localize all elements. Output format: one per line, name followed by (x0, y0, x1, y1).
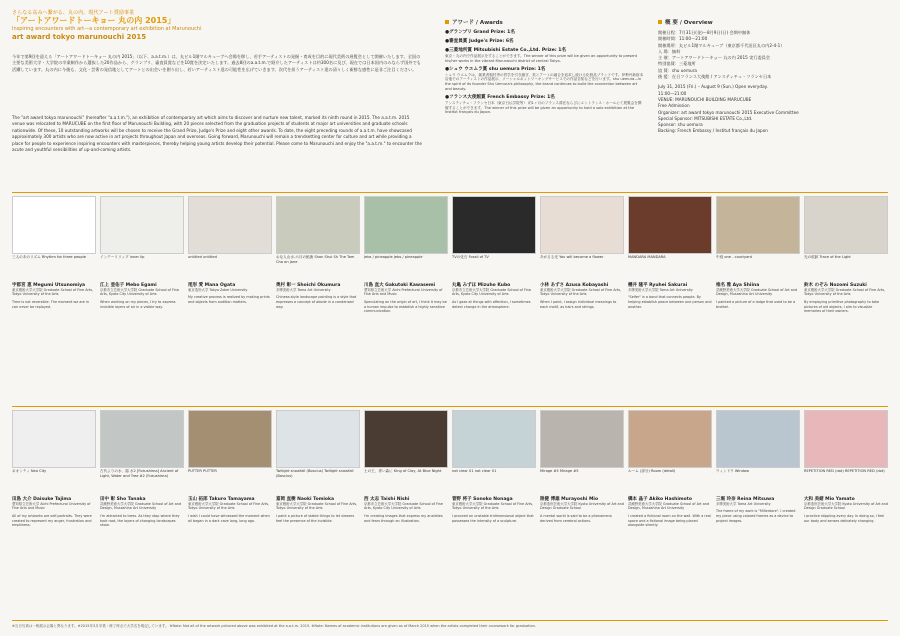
award-title: ●フランス大使館賞 French Embassy Prize: 1名 (445, 94, 555, 100)
artist-description: The frame of my work is "Millerdore". I created my piece using colored frames as a device to project images. (716, 509, 796, 523)
artwork-image (540, 410, 624, 468)
artist-name: 陸健 博雄 Murayoshi Mio (540, 497, 599, 502)
artist-card (188, 196, 272, 406)
artist-card (452, 410, 536, 620)
award-desc: シュウ ウエムラは、創業者植村秀の哲学を引き継ぎ、美とアートの融合を追求し続ける化粧品ブランドです。伊勢丹新宿本店他でのアーティストの作品展示、ソーシャルネットワーキングサービスでの作品告知などを行います。shu uemura—in the spirit of its founder Shu Uemura's philosophy, the brand continues to build the connection between art and beauty. (445, 72, 644, 91)
award-item (445, 67, 645, 92)
artist-name: 富岡 直樹 Naoki Tomioka (276, 497, 335, 502)
overview-line: Special Sponsor: MITSUBISHI ESTATE Co.,Ltd. (658, 115, 753, 121)
artist-description: When I paint, I assign individual meanings to each motif, as hairs and strings. (540, 299, 617, 309)
artwork-image (364, 410, 448, 468)
artist-description: My creative process is realized by making prints and objects from audition matters. (188, 295, 270, 305)
overview-line: 入 場：無料 (658, 48, 681, 54)
artist-grid-row-1 (12, 196, 888, 406)
artwork-caption: 中庭 one - courtyard (716, 255, 752, 259)
artwork-caption: 三人のあのリズム Rhythm for three people (12, 255, 86, 259)
award-item (445, 30, 645, 36)
artwork-image (716, 196, 800, 254)
artist-card (364, 410, 448, 620)
artist-school: 東京藝術大学大学院 Graduate School of Fine Arts, Tokyo University of the Arts (452, 502, 534, 511)
header-title: 「アートアワードトーキョー 丸の内 2015」 (12, 16, 176, 25)
overview-line: 協 賛：shu uemura (658, 67, 697, 73)
overview-block (658, 30, 888, 135)
overview-line: Organizer: art award tokyo marunouchi 2015 Executive Committee (658, 109, 799, 115)
header-subtitle: さらなる高みへ繋がる、丸の内、現代アート奨励事業 (12, 10, 135, 16)
award-title: ●グランプリ Grand Prize: 1名 (445, 30, 515, 35)
overview-line: 開催日程：7月31日(金)～8月9日(日) 会期中無休 (658, 30, 751, 35)
artist-grid-row-2 (12, 410, 888, 620)
artwork-caption: Jebs / pineapple Jebs / pineapple (364, 255, 423, 259)
artwork-image (12, 410, 96, 468)
artwork-caption: untitled untitled (188, 255, 217, 259)
artwork-caption: おな人山水-六月の鮎漁 Shan Shui Sh The Tam Cha on Jone (276, 255, 355, 264)
artist-name: 尾形 愛 Mana Ogata (188, 283, 236, 288)
artist-name: 鈴木 のぞみ Nozomi Suzuki (804, 283, 867, 288)
artist-name: 宇都宮 恵 Megumi Utsunomiya (12, 283, 86, 288)
overview-line: 後 援：在日フランス大使館 / アンスティチュ・フランセ日本 (658, 74, 772, 80)
artist-description: As I gaze at things with affection, I sometimes detect change in the atmosphere. (452, 299, 531, 309)
artwork-caption: ネオンティ Neo City (12, 469, 47, 473)
artist-card (804, 410, 888, 620)
overview-line: 主 催：アートアワードトーキョー 丸の内 2015 実行委員会 (658, 55, 771, 61)
artist-card (716, 410, 800, 620)
artist-name: 丸亀 みずほ Mizuho Kubo (452, 283, 511, 288)
artwork-image (276, 196, 360, 254)
artist-name: 小林 あずさ Azusa Kobayashi (540, 283, 609, 288)
square-bullet-icon (445, 20, 449, 24)
artist-description: Time is not reversible. The moment we are in can never be replayed. (12, 299, 90, 309)
artwork-image (100, 196, 184, 254)
artist-description: Speculating on the origin of art, I think it may be a human impulse to establish a highly sensitive communication. (364, 299, 447, 314)
award-title: ●三菱地所賞 Mitsubishi Estate Co.,Ltd. Prize: 1名 (445, 48, 567, 53)
overview-line: July 31, 2015 (Fri.) – August 9 (Sun.) Open everyday. (658, 84, 768, 90)
award-desc: 東京・丸の内で作品展示をすることができます。The winner of this prize will be given an opportunity to present his/her works in the vibrant Marunouchi district of central Tokyo. (445, 54, 638, 63)
artist-description: A mental world is said to be a phenomena derived from cerebral actions. (540, 513, 612, 523)
artist-card (628, 196, 712, 406)
artist-description: Chinese-style landscape painting is a style that expresses a concept of abode in a condensed way. (276, 295, 357, 309)
overview-line: Sponsor: shu uemura (658, 122, 703, 128)
artist-name: 大和 美緒 Mio Yamato (804, 497, 855, 502)
overview-line: 特別協賛：三菱地所 (658, 61, 696, 67)
artist-school: 東京藝術大学大学院 Graduate School of Fine Arts, Tokyo University of the Arts (188, 502, 270, 511)
artist-card (12, 196, 96, 406)
artist-school: 愛知県立芸術大学 Aichi Prefectural University of Fine Arts and Music (364, 288, 443, 297)
awards-heading (445, 18, 503, 26)
artwork-caption: ウィンドウ Window (716, 469, 750, 473)
artist-name: 田島 大介 Daisuke Tajima (12, 497, 72, 502)
artist-description: All of my artworks are self-portraits. They were created to represent my anger, frustration and emptiness. (12, 513, 92, 528)
artwork-caption: 古代よりの水、湯 水2 [Fukushima] Ancient of Light, Water and Tree #2 (Fukushima) (100, 469, 179, 478)
artist-description: I created a fictional room on the wall. With a real space and a fictional image being placed alongside silently. (628, 513, 711, 528)
award-title: ●審査員賞 Judge's Prize: 6名 (445, 39, 514, 44)
header-en-subtitle: Inspiring encounters with art—a contemporary art exhibition at Marunouchi (12, 26, 202, 32)
artist-description: I proceed on unstable tridimensional object that possesses the intensity of a sculpture. (452, 513, 534, 523)
artist-description: "Seifer" is a bond that connects people. By helping establish peace between one person and another. (628, 295, 712, 309)
artwork-image (100, 410, 184, 468)
artwork-caption: not clear 01 not clear 01 (452, 469, 497, 473)
overview-line: VENUE: MARUNOUCHI BUILDING MARUCUBE (658, 96, 752, 102)
award-desc: アンスティチュ・フランセ日本（東京日仏学院等） 約1ヶ月のフランス滞在ならびにエントランス・ホールにて展覧会を開催することができます。The winner of this prize will be given an opportunity to hold a solo exhibition at the Institut français du Japon. (445, 100, 642, 115)
award-item (445, 39, 645, 45)
overview-heading (658, 18, 713, 26)
header-en-title: art award tokyo marunouchi 2015 (12, 33, 147, 41)
artist-school: 多摩美術大学 Tama Art University (276, 288, 331, 292)
artwork-caption: インテーリリップ inner lip (100, 255, 145, 259)
award-item (445, 95, 645, 115)
artist-card (364, 196, 448, 406)
square-bullet-icon (658, 20, 662, 24)
artist-description: I painted a picture of a lodge that used to be a brothel. (716, 299, 796, 309)
artwork-caption: あがるる光 You will become a flower (540, 255, 604, 259)
artist-description: I'm creating images that express my anxieties and fears through an illustration. (364, 513, 443, 523)
artist-school: 東京藝術大学大学院 Graduate School of Fine Arts, Tokyo University of the Arts (12, 288, 94, 297)
artwork-image (628, 410, 712, 468)
intro-japanese: 今年で第9回を迎える「アートアワードトーキョー 丸の内 2015」（以下、a.a.t.m.）は、丸ビル1階マルキューブへ会場を移し、若手アーティストの発掘・育成を目的に現代美術の展覧会として開催いたします。全国の主要な美術大学・大学院の卒業制作から選抜した20作品から、グランプリ、審査員賞などを10賞を決定いたします。過去8回のa.a.t.m.で紹介したアーティストは約300名に及び、現在では日本国内のみならず国外でも活躍しています。丸の内に今後も、文化・芸術の発信地としてアートとの出会いを創り出し、若いアーティスト達の可能性を広げていきます。次代を担うアーティスト達の清々しく新鮮な感性に是非ご注目ください。 (12, 54, 421, 72)
awards-list (445, 30, 645, 118)
artist-card (628, 410, 712, 620)
artist-name: 橋本 晶子 Akiko Hashimoto (628, 497, 692, 502)
artwork-image (452, 410, 536, 468)
award-item (445, 48, 645, 64)
artist-school: 多摩美術大学 Tama Art University (716, 502, 771, 506)
artist-card (100, 410, 184, 620)
artwork-caption: PUTTER PUTTER (188, 469, 217, 473)
footnote: ※当日写真は一般展示会場と異なります。※2015年3月卒業・修了時点で大学名を明記しています。 ※Note: Not all of the artwork pictured above was exhibited at the a.a.t.m. 2015. ※Note: Names of academic institutions are given as of March 2015 when the artists completed their coursework for graduation. (12, 624, 536, 628)
overview-line: 開催時間：11:00～21:00 (658, 36, 708, 42)
artist-name: 川島 直大 Gakutoki Kawasemi (364, 283, 436, 288)
artwork-caption: REPETITION RED (dot) REPETITION RED (dot) (804, 469, 885, 473)
artist-school: 東京藝術大学大学院 Graduate School of Fine Arts, Tokyo University of the Arts (276, 502, 358, 511)
artwork-caption: TVの化石 Fossil of TV (452, 255, 489, 259)
artist-name: 玉山 拓郎 Takuro Tamayama (188, 497, 255, 502)
artist-card (276, 196, 360, 406)
artist-description: I practice stippling every day. In doing so, I feel our body and senses delicately changing. (804, 513, 885, 523)
artist-card (100, 196, 184, 406)
artist-name: 菅野 将子 Sonoko Nonaga (452, 497, 513, 502)
artist-name: 櫻井 隆平 Ryuhei Sakurai (628, 283, 688, 288)
artwork-image (716, 410, 800, 468)
artwork-image (188, 410, 272, 468)
artwork-image (804, 410, 888, 468)
artwork-image (276, 410, 360, 468)
artist-card (12, 410, 96, 620)
intro-english: The "art award tokyo marunouchi" (hereafter "a.a.t.m."), an exhibition of contemporary art which aims to discover and nurture new talent, marked its ninth round in 2015. The a.a.t.m. 2015 venue was relocated to MARUCUBE on the first floor of Marunouchi Building, with 20 pieces selected from the graduation projects of students at major art universities and graduate schools nationwide. Of these, 10 outstanding artworks will be chosen to receive the Grand Prize, Judge's Prize and eight other awards. To date, the eight preceding rounds of a.a.t.m. have showcased approximately 300 artists who are now active in art projects throughout Japan and overseas. Going forward, Marunouchi will remain a trendsetting center for culture and art while providing a place for people to experience inspiring encounters with masterpieces, thereby helping young artists develop their potential. Please come to Marunouchi and enjoy the "a.a.t.m." to encounter the acute and youthful sensibilities of up-and-coming artists. (12, 115, 422, 153)
overview-heading-label: 概 要 / Overview (665, 20, 713, 26)
artwork-caption: Mirage #5 Mirage #5 (540, 469, 579, 473)
artist-name: 椎名 雅 Aya Shiina (716, 283, 760, 288)
artist-name: 西 太志 Taishi Nishi (364, 497, 410, 502)
artist-school: 東京藝術大学大学院 Graduate School of Fine Arts, Tokyo University of the Arts (804, 288, 886, 297)
artist-description: I paint a picture of stable things to let viewers feel the presence of the invisible. (276, 513, 355, 523)
artwork-image (12, 196, 96, 254)
artist-school: 京都造形芸術大学大学院 Kyoto University of Art and Design Graduate School (804, 502, 888, 511)
artist-school: 東京藝術大学大学院 Graduate School of Fine Arts, Tokyo University of the Arts (540, 288, 622, 297)
artist-card (540, 410, 624, 620)
artist-school: 武蔵野美術大学大学院 Graduate School of Art and Design, Musashino Art University (628, 502, 710, 511)
artist-school: 武蔵野美術大学大学院 Graduate School of Art and Design, Musashino Art University (100, 502, 182, 511)
artist-card (716, 196, 800, 406)
artist-description: When working on my pieces, I try to express invisible layers of air in a visible way. (100, 299, 176, 309)
artwork-caption: 土の王、青い森に King of Clay, At Blue Night (364, 469, 442, 473)
artist-school: 京都市立芸術大学大学院 Graduate School of Fine Arts, Kyoto City University of Arts (100, 288, 179, 297)
artist-school: 愛知県立芸術大学 Aichi Prefectural University of Fine Arts and Music (12, 502, 91, 511)
artist-card (276, 410, 360, 620)
artist-name: 田中 彰 Sho Tanaka (100, 497, 146, 502)
divider (12, 620, 888, 621)
artist-description: By employing primitive photography to take pictures of old objects, I aim to visualize memories of their owners. (804, 299, 880, 314)
artwork-image (804, 196, 888, 254)
artwork-image (452, 196, 536, 254)
artist-school: 京都市立芸術大学大学院 Graduate School of Fine Arts, Kyoto City University of Arts (364, 502, 443, 511)
artwork-caption: ルーム (部分) Room (detail) (628, 469, 676, 473)
artist-school: 多摩美術大学大学院 Tama Art University (628, 288, 693, 292)
divider (12, 192, 888, 193)
divider (12, 406, 888, 407)
artist-school: 武蔵野美術大学大学院 Graduate School of Art and Design, Musashino Art University (716, 288, 798, 297)
overview-line: Backing: French Embassy / Institut français du Japon (658, 128, 768, 134)
artist-card (804, 196, 888, 406)
award-title: ●シュウ ウエムラ賞 shu uemura Prize: 1名 (445, 66, 546, 72)
overview-line: Free Admission (658, 103, 690, 109)
artist-school: 京都市立芸術大学大学院 Graduate School of Fine Arts, Kyoto City University of Arts (452, 288, 531, 297)
artist-card (540, 196, 624, 406)
artwork-caption: Twilight snowfall (Boscius) Twilight snowfall (Boscius) (276, 469, 354, 478)
artwork-image (540, 196, 624, 254)
artwork-caption: 光の痕跡 Trace of the Light (804, 255, 851, 259)
awards-heading-label: アワード / Awards (452, 20, 503, 26)
overview-line: 開催場所：丸ビル1階マルキューブ（東京都千代田区丸の内2-4-1） (658, 42, 785, 48)
artwork-image (364, 196, 448, 254)
overview-line: 11:00—21:00 (658, 90, 687, 96)
artist-school: 東京造形大学 Tokyo Zokei University (188, 288, 248, 292)
artist-description: I wish I could have witnessed the moment when all began in a dark cave long, long ago. (188, 513, 270, 523)
artist-school: 京都造形芸術大学大学院 Kyoto University of Art and Design Graduate School (540, 502, 624, 511)
artist-name: 奥村 彰一 Shoichi Okumura (276, 283, 341, 288)
artwork-image (628, 196, 712, 254)
artist-name: 江上 亜佑子 Mebo Egami (100, 283, 157, 288)
artist-description: I'm attracted to trees. As they stop where they took root, the layers of changing landscapes show. (100, 513, 180, 528)
artist-card (188, 410, 272, 620)
artwork-caption: MANDARA MANDARA (628, 255, 666, 259)
artwork-image (188, 196, 272, 254)
artist-card (452, 196, 536, 406)
artist-name: 三堀 玲奈 Reina Mitsuwa (716, 497, 775, 502)
